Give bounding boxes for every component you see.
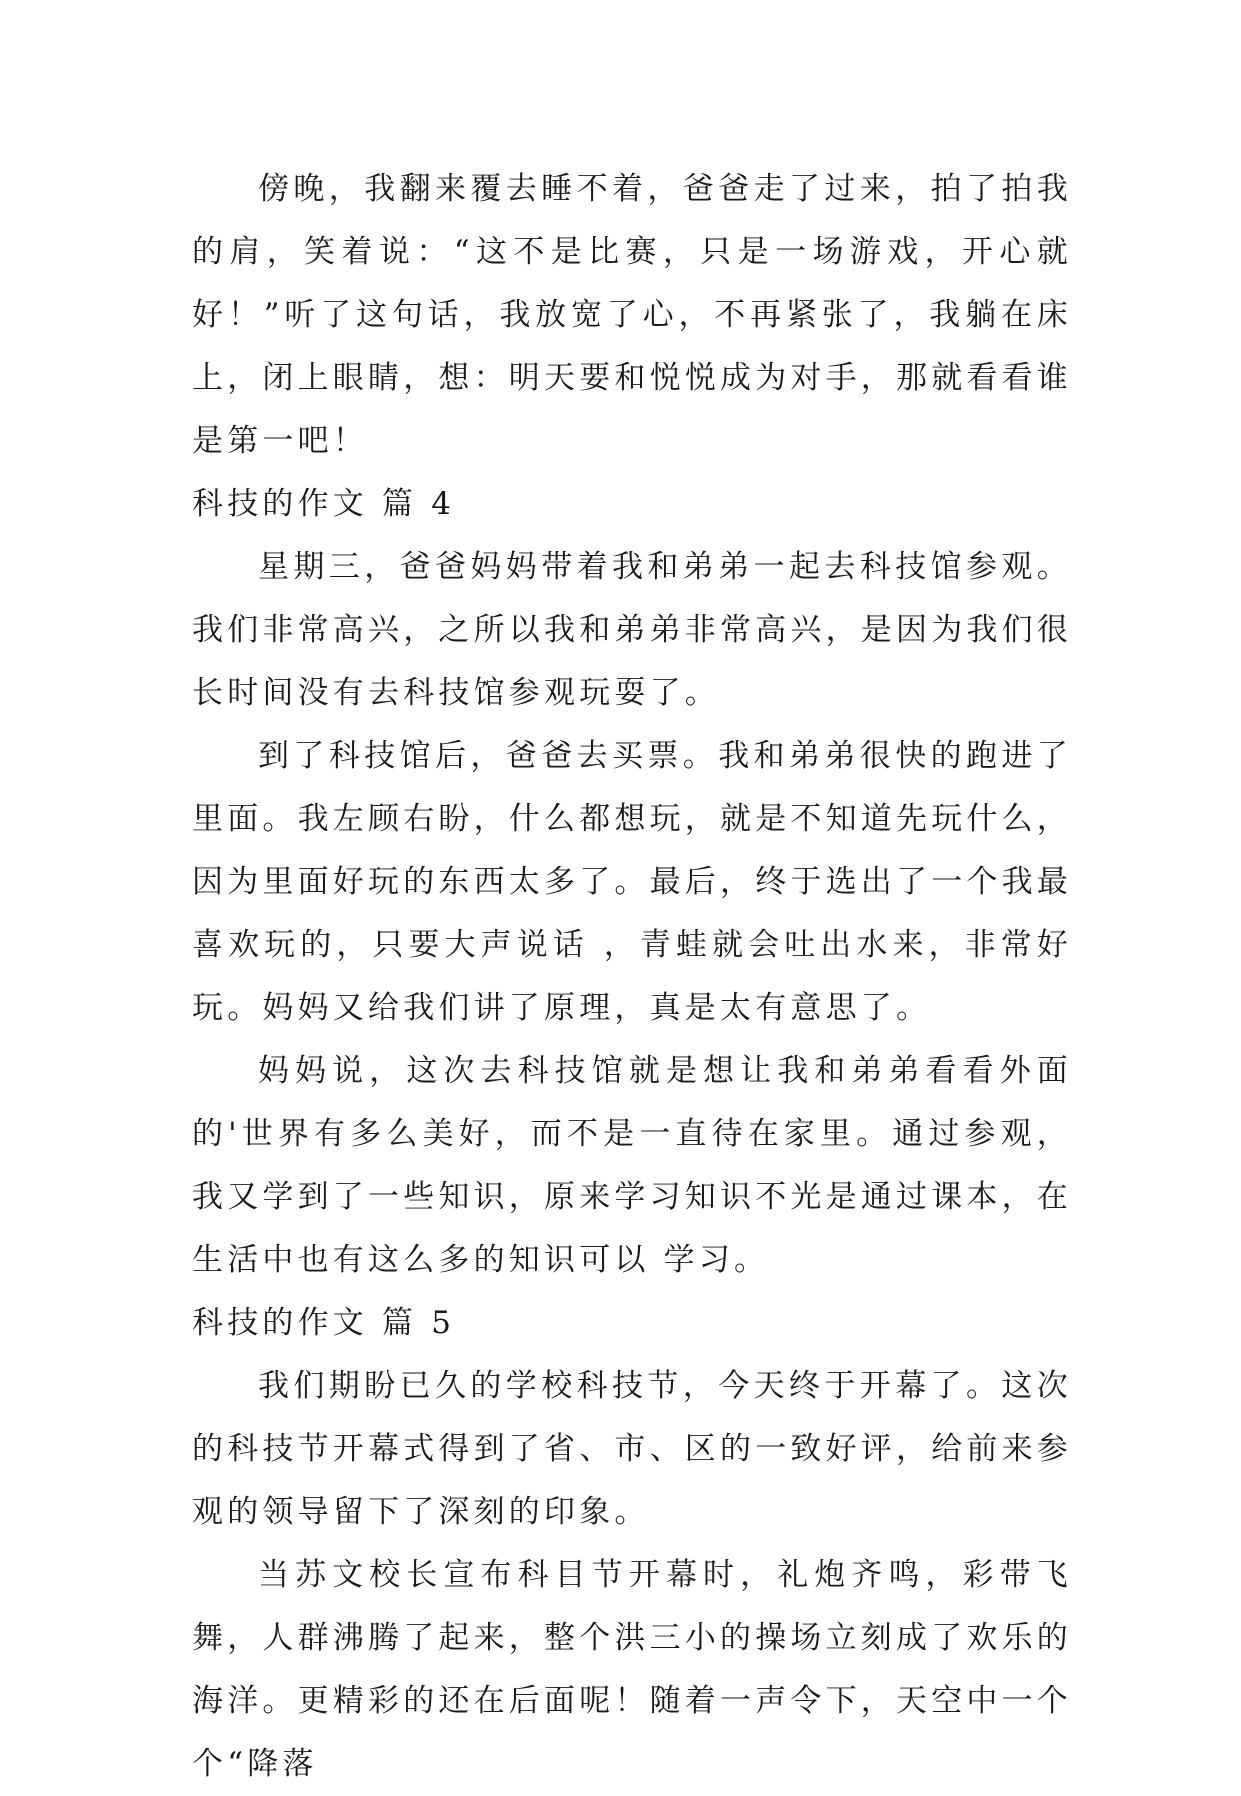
paragraph: 星期三，爸爸妈妈带着我和弟弟一起去科技馆参观。我们非常高兴，之所以我和弟弟非常高兴，是因为我们很长时间没有去科技馆参观玩耍了。 — [192, 549, 1072, 711]
paragraph: 傍晚，我翻来覆去睡不着，爸爸走了过来，拍了拍我的肩，笑着说：“这不是比赛，只是一场游戏，开心就好！”听了这句话，我放宽了心，不再紧张了，我躺在床上，闭上眼睛，想：明天要和悦悦成为对手，那就看看谁是第一吧！ — [192, 171, 1072, 459]
paragraph: 妈妈说，这次去科技馆就是想让我和弟弟看看外面的'世界有多么美好，而不是一直待在家里。通过参观，我又学到了一些知识，原来学习知识不光是通过课本，在生活中也有这么多的知识可以 学习。 — [192, 1053, 1072, 1278]
section-heading: 科技的作文 篇 4 — [192, 486, 456, 522]
document-body — [192, 158, 1072, 1796]
paragraph: 到了科技馆后，爸爸去买票。我和弟弟很快的跑进了里面。我左顾右盼，什么都想玩，就是不知道先玩什么，因为里面好玩的东西太多了。最后，终于选出了一个我最喜欢玩的，只要大声说话 ，青蛙就会吐出水来，非常好玩。妈妈又给我们讲了原理，真是太有意思了。 — [192, 738, 1072, 1026]
paragraph: 我们期盼已久的学校科技节，今天终于开幕了。这次的科技节开幕式得到了省、市、区的一致好评，给前来参观的领导留下了深刻的印象。 — [192, 1368, 1072, 1530]
paragraph: 当苏文校长宣布科目节开幕时，礼炮齐鸣，彩带飞舞，人群沸腾了起来，整个洪三小的操场立刻成了欢乐的海洋。更精彩的还在后面呢！随着一声令下，天空中一个个“降落 — [192, 1557, 1072, 1782]
section-heading: 科技的作文 篇 5 — [192, 1305, 456, 1341]
